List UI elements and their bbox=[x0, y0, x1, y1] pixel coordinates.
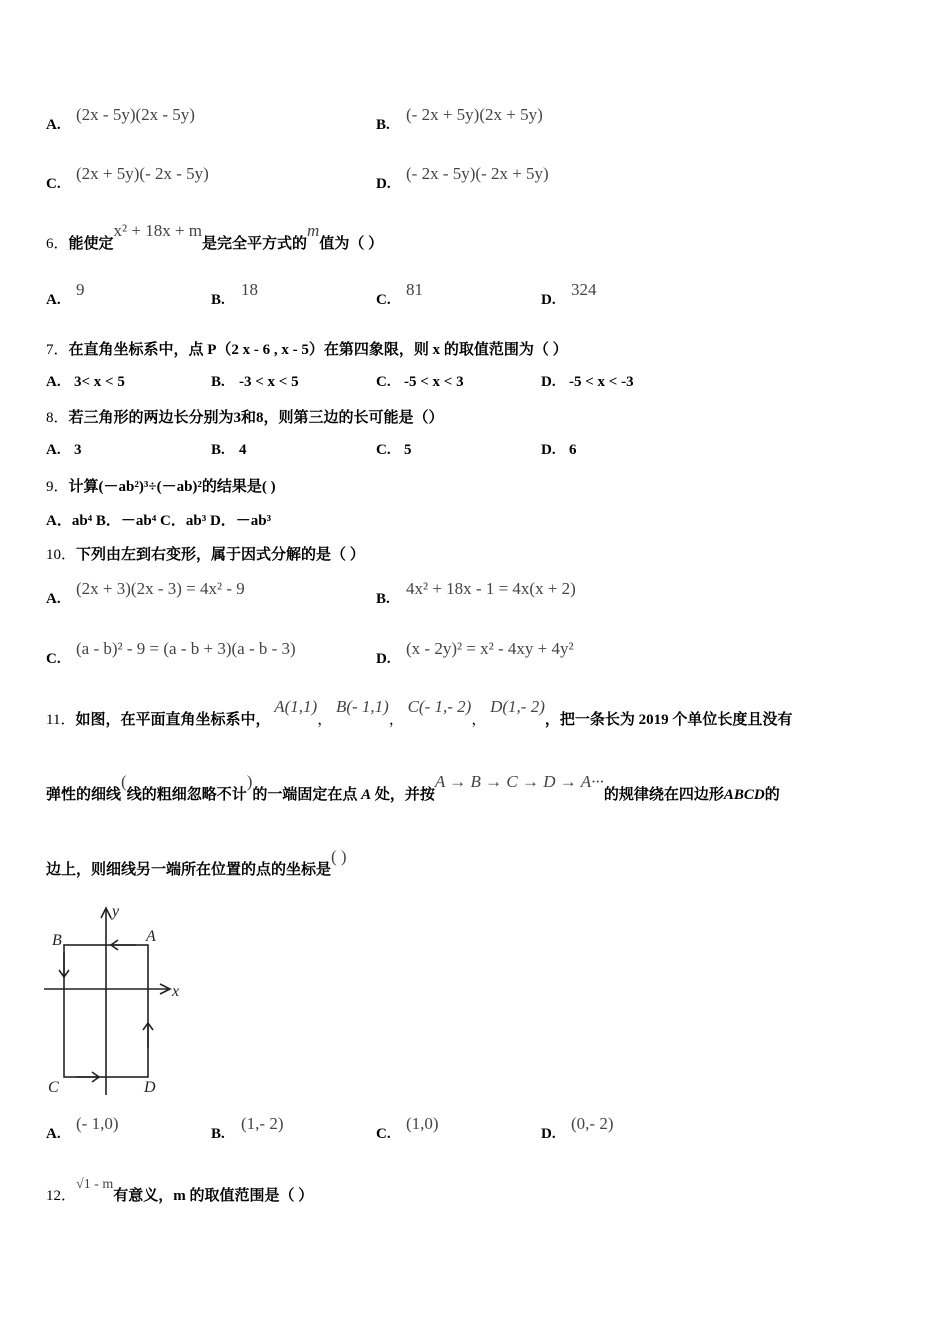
q12-stem: 12．√1 - m有意义，m 的取值范围是（ ） bbox=[46, 1177, 314, 1204]
q8-stem: 8．若三角形的两边长分别为3和8，则第三边的长可能是（） bbox=[46, 410, 444, 426]
q11-line-3: 边上，则细线另一端所在位置的点的坐标是( ) bbox=[46, 847, 347, 878]
q11-figure bbox=[40, 898, 190, 1098]
q6-stem: 6．能使定x² + 18x + m是完全平方式的m值为（ ） bbox=[46, 221, 384, 252]
label-x: x bbox=[172, 983, 180, 1000]
label-b: B bbox=[52, 932, 62, 949]
q10-stem: 10．下列由左到右变形，属于因式分解的是（ ） bbox=[46, 547, 365, 563]
label-c: C bbox=[48, 1079, 59, 1096]
q11-line-2: 弹性的细线(线的粗细忽略不计)的一端固定在点 A 处，并按A → B → C → D → A···的规律绕在四边形ABCD的 bbox=[46, 772, 780, 803]
label-a: A bbox=[146, 928, 156, 945]
q7-stem: 7．在直角坐标系中，点 P（2 x - 6 , x - 5）在第四象限，则 x 的取值范围为（ ） bbox=[46, 342, 568, 358]
q9-options: A．ab⁴ B．－ab⁴ C．ab³ D．－ab³ bbox=[46, 513, 272, 529]
label-d: D bbox=[144, 1079, 156, 1096]
q11-line-1: 11．如图，在平面直角坐标系中， A(1,1)， B(- 1,1)， C(- 1,- 2)， D(1,- 2)，把一条长为 2019 个单位长度且没有 bbox=[46, 697, 793, 728]
label-y: y bbox=[112, 903, 120, 920]
q9-stem: 9．计算(－ab²)³÷(－ab)²的结果是( ) bbox=[46, 479, 276, 495]
